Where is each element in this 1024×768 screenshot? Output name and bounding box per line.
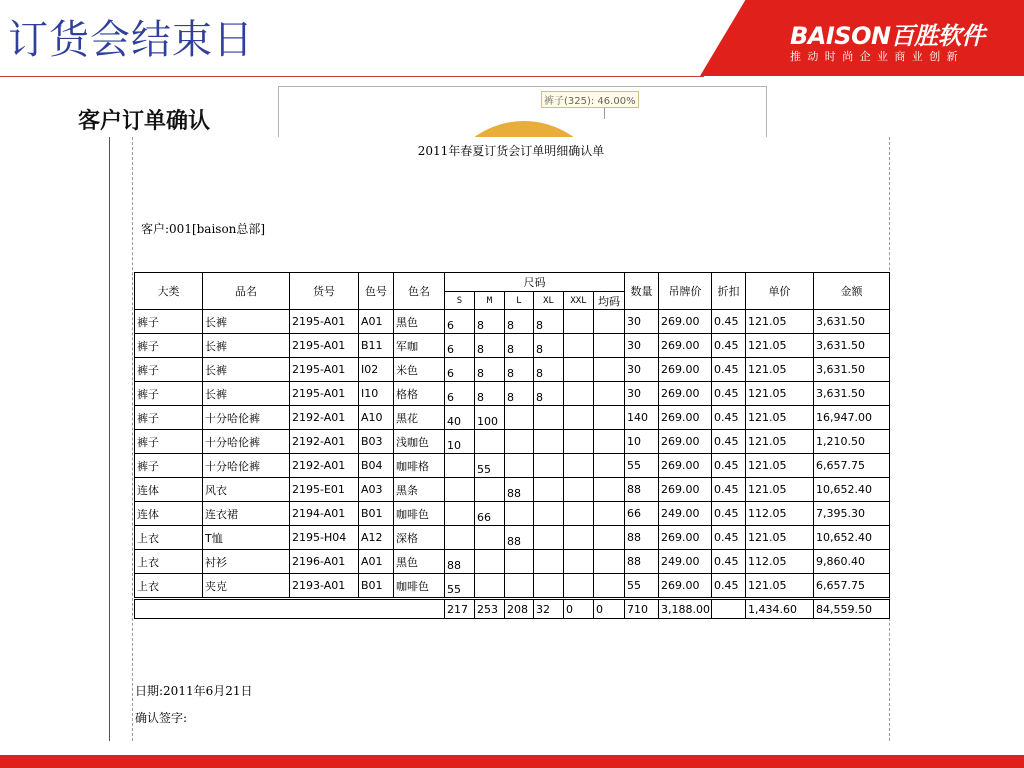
table-cell: 黑色	[394, 550, 445, 574]
table-row	[135, 574, 890, 599]
table-cell: 121.05	[746, 430, 814, 454]
table-cell: 咖啡格	[394, 454, 445, 478]
table-cell: 上衣	[135, 574, 203, 599]
header-size: S	[445, 292, 475, 310]
table-cell: 十分哈伦裤	[203, 406, 290, 430]
table-cell: 2195-A01	[290, 310, 359, 334]
table-cell: 253	[475, 599, 505, 619]
table-cell: 咖啡色	[394, 574, 445, 599]
chart-slice-label: 裤子(325): 46.00%	[541, 91, 639, 108]
header-size: 均码	[594, 292, 625, 310]
table-cell: 10	[445, 430, 475, 454]
table-cell: 269.00	[659, 310, 712, 334]
table-cell	[534, 574, 564, 599]
table-cell: 6	[445, 358, 475, 382]
table-cell: 8	[534, 382, 564, 406]
table-row	[135, 310, 890, 334]
table-header-row	[135, 273, 890, 292]
table-row	[135, 430, 890, 454]
table-cell: 0.45	[712, 310, 746, 334]
brand-logo: BAISON百胜软件	[790, 22, 985, 50]
table-cell	[505, 454, 534, 478]
table-cell: 30	[625, 310, 659, 334]
brand-slogan: 推动时尚企业商业创新	[790, 50, 964, 63]
table-cell: 121.05	[746, 574, 814, 599]
table-cell: 夹克	[203, 574, 290, 599]
table-cell: 16,947.00	[814, 406, 890, 430]
table-cell: 2195-E01	[290, 478, 359, 502]
table-cell: 1,434.60	[746, 599, 814, 619]
table-cell: 10,652.40	[814, 526, 890, 550]
table-cell: 6,657.75	[814, 574, 890, 599]
table-row	[135, 454, 890, 478]
header-unit-price: 单价	[746, 273, 814, 310]
table-cell	[594, 358, 625, 382]
table-cell: I10	[359, 382, 394, 406]
table-cell	[475, 526, 505, 550]
table-cell: 8	[534, 358, 564, 382]
table-cell: 40	[445, 406, 475, 430]
table-cell: 10,652.40	[814, 478, 890, 502]
table-cell: 269.00	[659, 478, 712, 502]
table-cell: 66	[475, 502, 505, 526]
table-cell: 8	[505, 310, 534, 334]
table-cell: 0	[594, 599, 625, 619]
header-color-code: 色号	[359, 273, 394, 310]
table-cell: 0.45	[712, 358, 746, 382]
table-cell: 1,210.50	[814, 430, 890, 454]
table-cell: 3,631.50	[814, 358, 890, 382]
table-cell	[594, 526, 625, 550]
table-cell: 121.05	[746, 526, 814, 550]
table-cell: 6	[445, 310, 475, 334]
table-cell	[564, 382, 594, 406]
table-cell: 2196-A01	[290, 550, 359, 574]
table-cell: 88	[625, 526, 659, 550]
table-cell: 88	[505, 478, 534, 502]
table-cell	[534, 550, 564, 574]
table-cell: 连体	[135, 478, 203, 502]
table-cell	[534, 478, 564, 502]
table-cell	[594, 574, 625, 599]
table-cell: 裤子	[135, 454, 203, 478]
table-row	[135, 478, 890, 502]
table-cell	[564, 334, 594, 358]
table-cell: 8	[534, 310, 564, 334]
table-cell: 连体	[135, 502, 203, 526]
table-cell	[475, 550, 505, 574]
document-title: 2011年春夏订货会订单明细确认单	[417, 144, 605, 158]
table-cell: 6	[445, 334, 475, 358]
table-cell: A12	[359, 526, 394, 550]
table-cell: T恤	[203, 526, 290, 550]
table-cell: 269.00	[659, 382, 712, 406]
table-cell: 66	[625, 502, 659, 526]
table-cell	[534, 502, 564, 526]
table-cell: 88	[625, 478, 659, 502]
header-discount: 折扣	[712, 273, 746, 310]
table-cell: 140	[625, 406, 659, 430]
totals-row	[135, 599, 890, 619]
table-cell: 88	[445, 550, 475, 574]
table-cell: 249.00	[659, 550, 712, 574]
left-divider	[109, 137, 110, 741]
table-cell: 55	[445, 574, 475, 599]
table-cell	[564, 502, 594, 526]
header-qty: 数量	[625, 273, 659, 310]
table-cell	[505, 406, 534, 430]
table-cell	[534, 526, 564, 550]
table-cell: 3,631.50	[814, 334, 890, 358]
table-cell: A01	[359, 550, 394, 574]
table-cell: 0.45	[712, 334, 746, 358]
table-cell: 0.45	[712, 406, 746, 430]
background-chart-fragment	[278, 86, 767, 139]
table-cell	[594, 502, 625, 526]
table-cell	[445, 478, 475, 502]
table-cell: 0.45	[712, 574, 746, 599]
table-cell: 249.00	[659, 502, 712, 526]
table-cell: 米色	[394, 358, 445, 382]
table-cell: 269.00	[659, 334, 712, 358]
order-table-body	[135, 310, 890, 619]
table-cell	[564, 454, 594, 478]
table-cell	[594, 478, 625, 502]
table-cell: 2194-A01	[290, 502, 359, 526]
table-cell: 269.00	[659, 406, 712, 430]
header-color-name: 色名	[394, 273, 445, 310]
table-cell: 32	[534, 599, 564, 619]
table-cell: B11	[359, 334, 394, 358]
table-cell: 浅咖色	[394, 430, 445, 454]
table-cell: 2193-A01	[290, 574, 359, 599]
table-row	[135, 526, 890, 550]
table-cell: 上衣	[135, 550, 203, 574]
table-cell: 裤子	[135, 310, 203, 334]
table-cell: 6,657.75	[814, 454, 890, 478]
header-product: 品名	[203, 273, 290, 310]
table-cell	[534, 454, 564, 478]
table-cell: 121.05	[746, 478, 814, 502]
table-cell	[445, 526, 475, 550]
table-cell: 黑条	[394, 478, 445, 502]
table-cell: 十分哈伦裤	[203, 454, 290, 478]
table-cell	[594, 406, 625, 430]
table-cell: 121.05	[746, 454, 814, 478]
table-cell: B01	[359, 574, 394, 599]
table-cell	[475, 430, 505, 454]
table-cell: 0.45	[712, 502, 746, 526]
table-cell: 裤子	[135, 382, 203, 406]
table-cell: 长裤	[203, 358, 290, 382]
table-cell: 88	[625, 550, 659, 574]
document-date: 日期:2011年6月21日	[135, 684, 253, 698]
table-cell: 121.05	[746, 334, 814, 358]
table-cell: 8	[475, 310, 505, 334]
table-cell: 88	[505, 526, 534, 550]
slide-title: 订货会结束日	[8, 17, 254, 63]
table-cell: 121.05	[746, 310, 814, 334]
table-cell: 上衣	[135, 526, 203, 550]
table-row	[135, 358, 890, 382]
table-cell: B03	[359, 430, 394, 454]
table-cell: 2195-A01	[290, 358, 359, 382]
header-amount: 金额	[814, 273, 890, 310]
table-cell: 8	[475, 358, 505, 382]
header-size: M	[475, 292, 505, 310]
table-cell: 121.05	[746, 358, 814, 382]
table-cell: 军咖	[394, 334, 445, 358]
header-category: 大类	[135, 273, 203, 310]
order-confirmation-document	[132, 137, 890, 741]
table-cell	[564, 358, 594, 382]
table-row	[135, 334, 890, 358]
table-cell	[534, 430, 564, 454]
table-cell: 3,188.00	[659, 599, 712, 619]
table-cell: 55	[475, 454, 505, 478]
table-cell: 0.45	[712, 454, 746, 478]
table-cell: B04	[359, 454, 394, 478]
header-size: L	[505, 292, 534, 310]
table-cell: 0.45	[712, 550, 746, 574]
table-cell: 269.00	[659, 454, 712, 478]
table-cell: 长裤	[203, 310, 290, 334]
table-row	[135, 502, 890, 526]
table-cell: 8	[534, 334, 564, 358]
table-cell	[594, 334, 625, 358]
table-cell: 112.05	[746, 550, 814, 574]
customer-line: 客户:001[baison总部]	[141, 222, 266, 236]
table-cell	[594, 430, 625, 454]
table-cell: 黑花	[394, 406, 445, 430]
table-cell: 0.45	[712, 526, 746, 550]
table-cell: 长裤	[203, 382, 290, 406]
header-size-group: 尺码	[445, 273, 625, 292]
table-cell: 2192-A01	[290, 454, 359, 478]
table-cell	[712, 599, 746, 619]
table-cell	[475, 574, 505, 599]
table-cell: 裤子	[135, 430, 203, 454]
signature-line: 确认签字:	[135, 711, 188, 725]
table-cell: B01	[359, 502, 394, 526]
table-cell	[594, 454, 625, 478]
table-cell	[534, 406, 564, 430]
table-cell	[594, 550, 625, 574]
table-cell: 2192-A01	[290, 406, 359, 430]
table-cell: 121.05	[746, 382, 814, 406]
table-cell: 269.00	[659, 574, 712, 599]
table-cell: 8	[505, 334, 534, 358]
table-cell	[475, 478, 505, 502]
table-cell: 2195-H04	[290, 526, 359, 550]
header-size: XL	[534, 292, 564, 310]
table-row	[135, 382, 890, 406]
table-cell: 2195-A01	[290, 382, 359, 406]
table-cell: 84,559.50	[814, 599, 890, 619]
table-cell	[564, 310, 594, 334]
header-sku: 货号	[290, 273, 359, 310]
table-cell: 0.45	[712, 478, 746, 502]
table-cell: 黑色	[394, 310, 445, 334]
table-cell: 格格	[394, 382, 445, 406]
table-cell	[564, 478, 594, 502]
table-cell: 0.45	[712, 430, 746, 454]
table-cell: 9,860.40	[814, 550, 890, 574]
table-cell: 3,631.50	[814, 310, 890, 334]
table-cell: 55	[625, 574, 659, 599]
table-cell: A10	[359, 406, 394, 430]
table-cell	[594, 382, 625, 406]
table-cell	[564, 430, 594, 454]
table-cell: 十分哈伦裤	[203, 430, 290, 454]
table-cell: 30	[625, 334, 659, 358]
table-cell: 裤子	[135, 406, 203, 430]
table-cell	[445, 454, 475, 478]
table-cell: 裤子	[135, 334, 203, 358]
table-cell: 衬衫	[203, 550, 290, 574]
header-size: XXL	[564, 292, 594, 310]
header-tag-price: 吊牌价	[659, 273, 712, 310]
order-table	[134, 272, 890, 619]
table-cell	[564, 550, 594, 574]
table-cell	[505, 574, 534, 599]
table-cell: 8	[475, 334, 505, 358]
table-cell: 269.00	[659, 430, 712, 454]
table-cell: 30	[625, 358, 659, 382]
table-cell: 裤子	[135, 358, 203, 382]
table-cell	[505, 502, 534, 526]
table-cell	[505, 550, 534, 574]
table-row	[135, 550, 890, 574]
table-cell	[564, 526, 594, 550]
table-cell	[445, 502, 475, 526]
table-cell: 2195-A01	[290, 334, 359, 358]
table-cell: 269.00	[659, 526, 712, 550]
table-cell: 咖啡色	[394, 502, 445, 526]
table-cell: A01	[359, 310, 394, 334]
table-row	[135, 406, 890, 430]
table-cell: 0.45	[712, 382, 746, 406]
section-heading: 客户订单确认	[78, 109, 211, 134]
table-cell	[564, 406, 594, 430]
table-cell: 长裤	[203, 334, 290, 358]
table-cell	[564, 574, 594, 599]
table-cell: 深格	[394, 526, 445, 550]
totals-blank-cell	[135, 599, 445, 619]
table-cell	[505, 430, 534, 454]
table-cell: 连衣裙	[203, 502, 290, 526]
table-cell: I02	[359, 358, 394, 382]
table-cell: 10	[625, 430, 659, 454]
table-cell: 100	[475, 406, 505, 430]
table-cell: 121.05	[746, 406, 814, 430]
table-cell	[594, 310, 625, 334]
title-underline	[0, 76, 704, 77]
table-cell: 30	[625, 382, 659, 406]
table-cell: 6	[445, 382, 475, 406]
table-cell: 7,395.30	[814, 502, 890, 526]
table-cell: 3,631.50	[814, 382, 890, 406]
footer-bar	[0, 755, 1024, 768]
table-cell: 55	[625, 454, 659, 478]
table-cell: 8	[505, 382, 534, 406]
table-cell: 112.05	[746, 502, 814, 526]
table-cell: 0	[564, 599, 594, 619]
table-cell: A03	[359, 478, 394, 502]
table-cell: 风衣	[203, 478, 290, 502]
table-cell: 8	[505, 358, 534, 382]
table-cell: 2192-A01	[290, 430, 359, 454]
table-cell: 269.00	[659, 358, 712, 382]
table-cell: 710	[625, 599, 659, 619]
table-cell: 8	[475, 382, 505, 406]
table-cell: 208	[505, 599, 534, 619]
table-cell: 217	[445, 599, 475, 619]
